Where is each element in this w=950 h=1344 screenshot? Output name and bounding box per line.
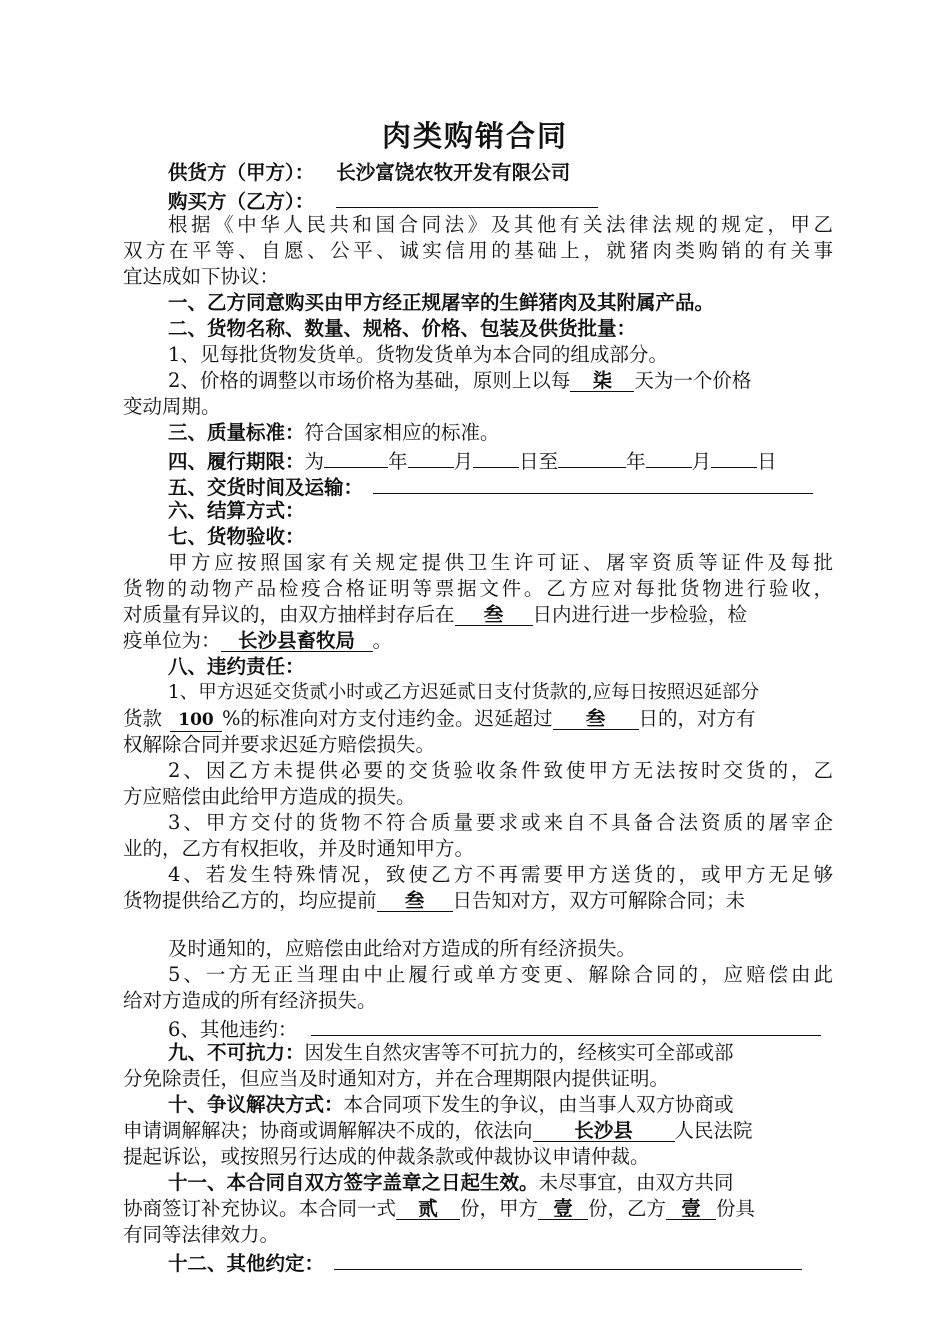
clause-3-heading: 三、质量标准：	[168, 421, 305, 444]
inspection-days[interactable]: 叁	[455, 604, 533, 626]
start-day-field[interactable]	[473, 446, 519, 468]
clause-1: 一、乙方同意购买由甲方经正规屠宰的生鲜猪肉及其附属产品。	[168, 291, 715, 314]
clause-2-item-1: 1、见每批货物发货单。货物发货单为本合同的组成部分。	[168, 343, 668, 366]
clause-8-item-2-cont: 方应赔偿由此给甲方造成的损失。	[123, 785, 416, 808]
contract-title: 肉类购销合同	[381, 119, 568, 153]
clause-8-heading: 八、违约责任：	[168, 655, 305, 678]
buyer-label: 购买方（乙方）：	[168, 190, 315, 213]
end-month-label: 月	[691, 450, 712, 473]
clause-8-item-3-cont: 业的，乙方有权拒收，并及时通知甲方。	[123, 837, 475, 860]
clause-7-line-4	[123, 628, 833, 654]
clause-10	[168, 1092, 833, 1118]
delay-days[interactable]: 叁	[553, 708, 639, 730]
clause-8-item-1-b3: 日的，对方有	[638, 707, 756, 730]
clause-10-heading: 十、争议解决方式：	[168, 1093, 344, 1116]
clause-4-heading: 四、履行期限：	[168, 450, 305, 473]
clause-10-line-1: 本合同项下发生的争议，由当事人双方协商或	[343, 1093, 734, 1116]
clause-8-item-1-cont	[123, 706, 833, 732]
preamble-line-1: 根据《中华人民共和国合同法》及其他有关法律法规的规定，甲乙	[168, 213, 833, 236]
price-cycle-days[interactable]: 柒	[570, 370, 634, 392]
supplier-name: 长沙富饶农牧开发有限公司	[336, 161, 571, 184]
clause-3	[168, 420, 833, 446]
clause-7-line-4-a: 疫单位为：	[123, 629, 221, 652]
start-day-label: 日至	[519, 450, 559, 473]
clause-8-item-1: 1、甲方迟延交货贰小时或乙方迟延贰日支付货款的,应每日按照迟延部分	[168, 682, 760, 703]
clause-10-line-3: 提起诉讼，或按照另行达成的仲裁条款或仲裁协议申请仲裁。	[123, 1145, 650, 1168]
copies-party-a[interactable]: 壹	[538, 1198, 588, 1220]
clause-7-line-4-b: 。	[372, 629, 393, 652]
clause-7-line-3-a: 对质量有异议的，由双方抽样封存后在	[123, 603, 455, 626]
clause-11-line-2-d: 份具	[716, 1197, 756, 1220]
clause-2-item-2	[168, 368, 833, 394]
other-agreement-field[interactable]	[334, 1248, 802, 1270]
clause-7-line-3-b: 日内进行进一步检验，检	[532, 603, 748, 626]
clause-7-heading: 七、货物验收：	[168, 525, 305, 548]
clause-8-item-4-b1: 货物提供给乙方的，均应提前	[123, 889, 377, 912]
clause-9-line-2: 分免除责任，但应当及时通知对方，并在合理期限内提供证明。	[123, 1067, 670, 1090]
delivery-field[interactable]	[373, 472, 813, 494]
clause-10-line-2	[123, 1118, 833, 1144]
clause-11	[168, 1170, 833, 1196]
clause-8-item-3: 3、甲方交付的货物不符合质量要求或来自不具备合法资质的屠宰企	[168, 811, 833, 834]
clause-7-line-2: 货物的动物产品检疫合格证明等票据文件。乙方应对每批货物进行验收，	[123, 577, 833, 600]
clause-10-line-2-b: 人民法院	[674, 1119, 753, 1142]
start-month-field[interactable]	[408, 446, 454, 468]
start-year-label: 年	[388, 450, 408, 473]
clause-9	[168, 1040, 833, 1066]
clause-8-item-4-cont	[123, 888, 833, 914]
clause-2-item-2-text-b: 天为一个价格	[634, 369, 752, 392]
clause-9-heading: 九、不可抗力：	[168, 1041, 305, 1064]
clause-7-line-3	[123, 602, 833, 628]
clause-4-prefix: 为	[304, 450, 325, 473]
clause-11-line-2-a: 协商签订补充协议。本合同一式	[123, 1197, 397, 1220]
end-day-field[interactable]	[711, 446, 757, 468]
buyer-line	[168, 186, 833, 212]
clause-11-line-2-b: 份，甲方	[460, 1197, 539, 1220]
clause-8-item-6	[168, 1014, 833, 1040]
clause-3-text: 符合国家相应的标准。	[304, 421, 500, 444]
clause-12-heading: 十二、其他约定：	[168, 1252, 325, 1275]
clause-12	[168, 1248, 833, 1274]
clause-2-item-2-text-a: 2、价格的调整以市场价格为基础，原则上以每	[168, 369, 571, 392]
other-breach-field[interactable]	[311, 1014, 821, 1036]
clause-11-line-3: 有同等法律效力。	[123, 1223, 280, 1246]
supplier-line	[168, 160, 833, 186]
clause-8-item-1-b2: %的标准向对方支付违约金。迟延超过	[222, 707, 553, 730]
start-year-field[interactable]	[324, 446, 388, 468]
clause-10-line-2-a: 申请调解解决；协商或调解解决不成的，依法向	[123, 1119, 533, 1142]
clause-7-line-1: 甲方应按照国家有关规定提供卫生许可证、屠宰资质等证件及每批	[168, 551, 833, 574]
clause-11-line-2	[123, 1196, 833, 1222]
court-name[interactable]: 长沙县	[533, 1120, 675, 1142]
preamble-line-2: 双方在平等、自愿、公平、诚实信用的基础上，就猪肉类购销的有关事	[123, 239, 833, 262]
buyer-name-field[interactable]	[336, 186, 598, 208]
copies-total[interactable]: 贰	[396, 1198, 460, 1220]
end-day-label: 日	[757, 450, 777, 473]
inspection-unit[interactable]: 长沙县畜牧局	[221, 630, 373, 652]
clause-2-item-2-cont: 变动周期。	[123, 395, 221, 418]
end-year-field[interactable]	[558, 446, 626, 468]
clause-2-heading: 二、货物名称、数量、规格、价格、包装及供货批量：	[168, 317, 637, 340]
clause-5-heading: 五、交货时间及运输：	[168, 476, 364, 499]
clause-4	[168, 446, 833, 472]
clause-8-item-4: 4、若发生特殊情况，致使乙方不再需要甲方送货的，或甲方无足够	[168, 863, 833, 886]
clause-8-item-4-b2: 日告知对方，双方可解除合同；未	[452, 889, 746, 912]
end-year-label: 年	[626, 450, 646, 473]
clause-8-item-5: 5、一方无正当理由中止履行或单方变更、解除合同的，应赔偿由此	[168, 963, 833, 986]
clause-9-line-1: 因发生自然灾害等不可抗力的，经核实可全部或部	[304, 1041, 734, 1064]
clause-8-item-5-cont: 给对方造成的所有经济损失。	[123, 989, 377, 1012]
supplier-label: 供货方（甲方）：	[168, 161, 315, 184]
clause-8-item-1-end: 权解除合同并要求迟延方赔偿损失。	[123, 733, 436, 756]
preamble-line-3: 宜达成如下协议：	[123, 265, 280, 288]
clause-11-line-2-c: 份，乙方	[588, 1197, 667, 1220]
clause-8-item-4-end: 及时通知的，应赔偿由此给对方造成的所有经济损失。	[168, 937, 637, 960]
end-month-field[interactable]	[646, 446, 692, 468]
copies-party-b[interactable]: 壹	[666, 1198, 716, 1220]
clause-8-item-6-text: 6、其他违约：	[168, 1018, 298, 1041]
clause-6-heading: 六、结算方式：	[168, 499, 305, 522]
clause-5	[168, 472, 833, 498]
start-month-label: 月	[453, 450, 474, 473]
penalty-rate[interactable]: 100	[170, 710, 222, 732]
clause-11-heading: 十一、本合同自双方签字盖章之日起生效。	[168, 1171, 539, 1194]
notice-days[interactable]: 叁	[377, 890, 453, 912]
clause-8-item-1-b1: 货款	[123, 707, 163, 730]
clause-11-line-1: 未尽事宜，由双方共同	[538, 1171, 734, 1194]
clause-8-item-2: 2、因乙方未提供必要的交货验收条件致使甲方无法按时交货的，乙	[168, 759, 833, 782]
